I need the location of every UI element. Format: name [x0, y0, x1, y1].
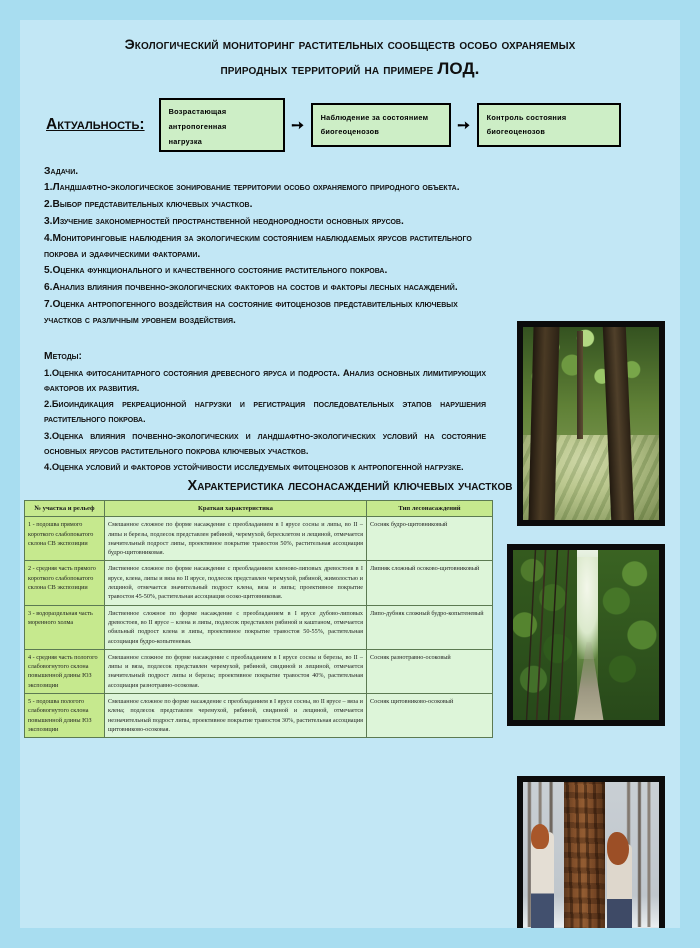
methods-heading: Методы: [44, 350, 82, 362]
table-title: Характеристика лесонасаждений ключевых участков [187, 478, 513, 495]
table-header-row [25, 501, 493, 517]
title-line-2-text: природных территорий на примере [220, 62, 438, 78]
task-item: 4.Мониторинговые наблюдения за экологическим состоянием наблюдаемых ярусов растительного покрова и эдафическими факторами. [44, 232, 472, 260]
method-item: 1.Оценка фитосанитарного состояния древесного яруса и подроста. Анализ основных лимитирующих факторов их развития. [44, 366, 486, 393]
text-column [20, 166, 492, 474]
title-line-2 [38, 56, 662, 82]
characteristics-table [24, 500, 493, 738]
table-cell-stand-type: Сосняк щитовниково-осоковый [367, 694, 493, 738]
table-cell-stand-type: Липняк сложный осоково-щитовниковый [367, 561, 493, 605]
flow-box-1-line-3: нагрузка [168, 136, 203, 146]
poster-slide [20, 20, 680, 928]
table-row [25, 517, 493, 561]
table-header-cell: Тип лесонасаждений [367, 501, 493, 517]
table-row [25, 649, 493, 693]
task-item: 7.Оценка антропогенного воздействия на состояние фитоценозов представительных ключевых участков с различным уровнем воздействия. [44, 299, 458, 326]
photo-forest-path [507, 544, 665, 726]
table-cell-description: Смешанное сложное по форме насаждение с преобладанием в I ярусе сосны и липы, во II – липы и березы, подлесок представлен рябиной, черемухой, бересклетом и лещиной, отмечается значительный подрост липы, проективное покрытие травостоя 50%, растительная ассоциация будро-щитовниковая. [105, 517, 367, 561]
poster-body [20, 166, 680, 474]
table-header-cell: Краткая характеристика [105, 501, 367, 517]
photo-winter-measurement-image [523, 782, 659, 928]
title-line-1: Экологический мониторинг растительных сообществ особо охраняемых [124, 37, 576, 53]
table-cell-stand-type: Сосняк будро-щитовниковый [367, 517, 493, 561]
flow-box-control [477, 103, 621, 147]
table-cell-plot-number: 2 - средняя часть прямого короткого слабопокатого склона СВ экспозиции [25, 561, 105, 605]
flow-box-2-line-1: Наблюдение за состоянием [320, 112, 429, 122]
method-item: 2.Биоиндикация рекреационной нагрузки и регистрация последовательных этапов нарушения растительного покрова. [44, 398, 486, 425]
flow-box-increasing-load [159, 98, 285, 152]
table-cell-plot-number: 3 - водораздельная часть моренного холма [25, 605, 105, 649]
method-item: 4.Оценка условий и факторов устойчивости исследуемых фитоценозов к антропогенной нагрузке. [44, 461, 464, 473]
flow-box-1-line-2: антропогенная [168, 121, 227, 131]
relevance-section [20, 94, 680, 156]
photo-winter-measurement [517, 776, 665, 928]
photo-forest-path-image [513, 550, 659, 720]
photo-forest-glade-image [523, 327, 659, 520]
table-cell-description: Лиственное сложное по форме насаждение с преобладанием в I ярусе дубово-липовых древостоев, во II ярусе – клена и липы, подлесок представлен рябиной и каштаном, отмечается обильный подрост клена и липы, проективное покрытие травостоя 50-55%, растительная ассоциация будро-копытеневая. [105, 605, 367, 649]
flow-box-3-line-1: Контроль состояния [486, 112, 567, 122]
task-item: 5.Оценка функционального и качественного состояние растительного покрова. [44, 265, 388, 277]
tasks-heading: Задачи. [44, 166, 79, 178]
table-header-cell: № участка и рельеф [25, 501, 105, 517]
relevance-label: Актуальность: [46, 116, 145, 134]
task-item: 2.Выбор представительных ключевых участков. [44, 199, 253, 211]
method-item: 3.Оценка влияния почвенно-экологических и ландшафтно-экологических условий на состояние основных ярусов растительного покрова ключевых участков. [44, 429, 486, 456]
flow-box-3-line-2: биогеоценозов [486, 127, 546, 137]
flow-arrow-2-icon: ➙ [457, 116, 470, 134]
photo-forest-glade [517, 321, 665, 526]
table-row [25, 605, 493, 649]
table-cell-plot-number: 5 - подошва пологого слабовогнутого склона повышенной длины ЮЗ экспозиции [25, 694, 105, 738]
task-item: 6.Анализ влияния почвенно-экологических факторов на состов и факторы лесных насаждений. [44, 282, 458, 294]
table-cell-description: Смешанное сложное по форме насаждение с преобладанием в I ярусе сосны, во II ярусе – вяза и клена; подлесок представлен черемухой, рябиной, свидиной и лещиной, отмечается незначительный подрост липы, проективное покрытие травостоя 30%, растительная ассоциация щитовниково-осоковая. [105, 694, 367, 738]
flow-diagram [159, 98, 668, 152]
table-cell-description: Смешанное сложное по форме насаждение с преобладанием в I ярусе сосны и березы, во II – липы и вяза, подлесок представлен черемухой, рябиной, свидиной и лещиной, отмечается значительный подрост липы и березы; проективное покрытие травостоя 40%, растительная ассоциация разнотравно-осоковая. [105, 649, 367, 693]
table-cell-plot-number: 4 - средняя часть пологого слабовогнутого склона повышенной длины ЮЗ экспозиции [25, 649, 105, 693]
table-row [25, 561, 493, 605]
table-cell-plot-number: 1 - подошва прямого короткого слабопокатого склона СВ экспозиции [25, 517, 105, 561]
task-item: 1.Ландшафтно-экологическое зонирование территории особо охраняемого природного объекта. [44, 182, 460, 194]
table-cell-stand-type: Липо-дубняк сложный будро-копытеневый [367, 605, 493, 649]
table-cell-stand-type: Сосняк разнотравно-осоковый [367, 649, 493, 693]
flow-box-1-line-1: Возрастающая [168, 107, 227, 117]
task-item: 3.Изучение закономерностей пространственной неоднородности основных ярусов. [44, 215, 404, 227]
title-abbreviation: ЛОД. [437, 59, 480, 78]
flow-box-observation [311, 103, 451, 147]
flow-arrow-1-icon: ➙ [291, 116, 304, 134]
table-row [25, 694, 493, 738]
poster-title [20, 20, 680, 86]
table-cell-description: Лиственное сложное по форме насаждение с преобладанием кленово-липовых древостоев в I ярусе, клена, липы и вяза во II ярусе, подлесок представлен черемухой, рябиной, жимолостью и лещиной, отмечается значительный подрост клена, вяза и липы; проективное покрытие травостоя 45-50%, растительная ассоциация осоко-щитовниковая. [105, 561, 367, 605]
methods-section [44, 351, 492, 475]
flow-box-2-line-2: биогеоценозов [320, 127, 380, 137]
tasks-section [44, 166, 492, 328]
